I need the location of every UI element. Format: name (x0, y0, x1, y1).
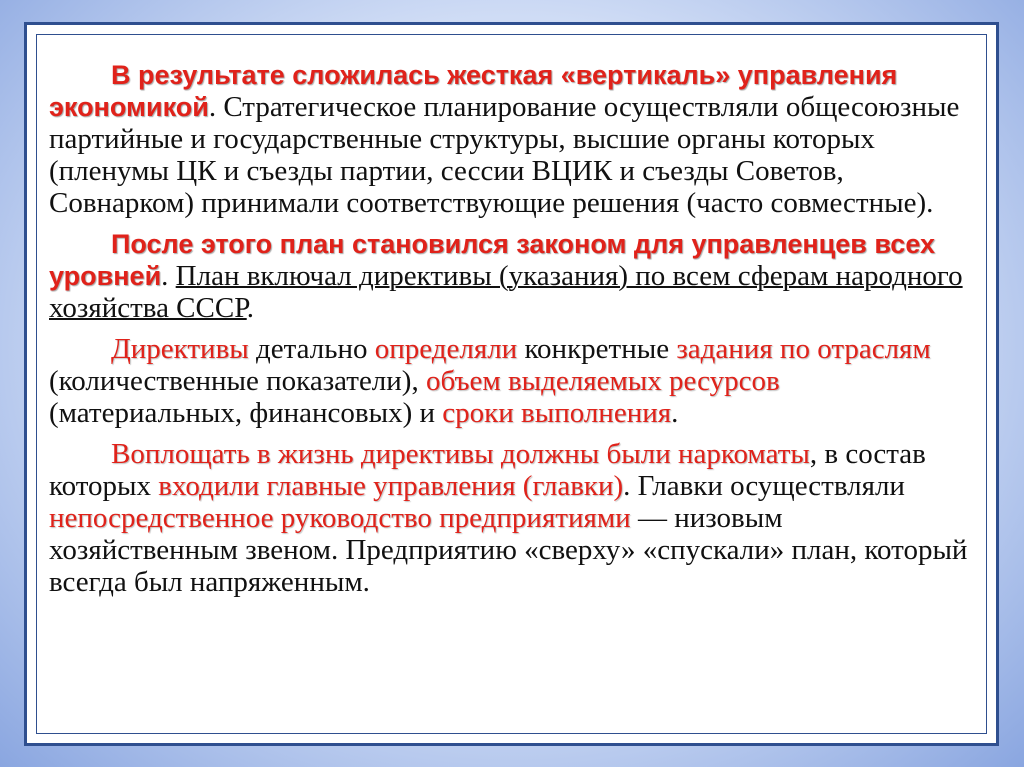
p3-tasks: задания по отраслям (676, 333, 931, 365)
p3-directives: Директивы (111, 333, 249, 365)
slide-text (49, 59, 974, 607)
paragraph-2 (49, 228, 974, 324)
p3-text-3: (количественные показатели), (49, 365, 426, 397)
p3-deadlines: сроки выполнения (442, 397, 672, 429)
p2-end: . (246, 292, 254, 324)
p3-text-2: конкретные (517, 333, 677, 365)
p4-text-3: — низовым хозяйственным звеном. Предприятию «сверху» «спускали» план, который всегда был напряженным. (49, 502, 968, 598)
p3-end: . (671, 397, 679, 429)
slide-outer-frame (24, 22, 999, 746)
p4-direct-management: непосредственное руководство предприятиями (49, 502, 631, 534)
p4-main-directorates: входили главные управления (главки) (158, 470, 624, 502)
p3-resources: объем выделяемых ресурсов (425, 365, 780, 397)
slide-inner-frame (36, 34, 987, 734)
p4-text-2: . Главки осуществляли (623, 470, 905, 502)
p2-underlined-text: План включал директивы (указания) по всем сферам народного хозяйства СССР (49, 260, 963, 324)
p3-text-1: детально (248, 333, 375, 365)
p3-defined: определяли (374, 333, 518, 365)
p4-commissariats: Воплощать в жизнь директивы должны были наркоматы (111, 438, 810, 470)
p1-text: . Стратегическое планирование осуществляли общесоюзные партийные и государственные структуры, высшие органы которых (пленумы ЦК и съезды партии, сессии ВЦИК и съезды Советов, Совнарком) принимали соответствующие решения (часто совместные). (49, 91, 960, 219)
p2-heading: После этого план становился законом для управленцев всех уровней (49, 229, 936, 291)
p4-text-1: , в состав которых (49, 438, 926, 502)
p3-text-4: (материальных, финансовых) и (49, 397, 443, 429)
paragraph-4 (49, 438, 974, 598)
paragraph-1 (49, 59, 974, 219)
p2-dot: . (161, 260, 176, 292)
p1-heading: В результате сложилась жесткая «вертикаль» управления экономикой (49, 60, 898, 122)
paragraph-3 (49, 333, 974, 429)
